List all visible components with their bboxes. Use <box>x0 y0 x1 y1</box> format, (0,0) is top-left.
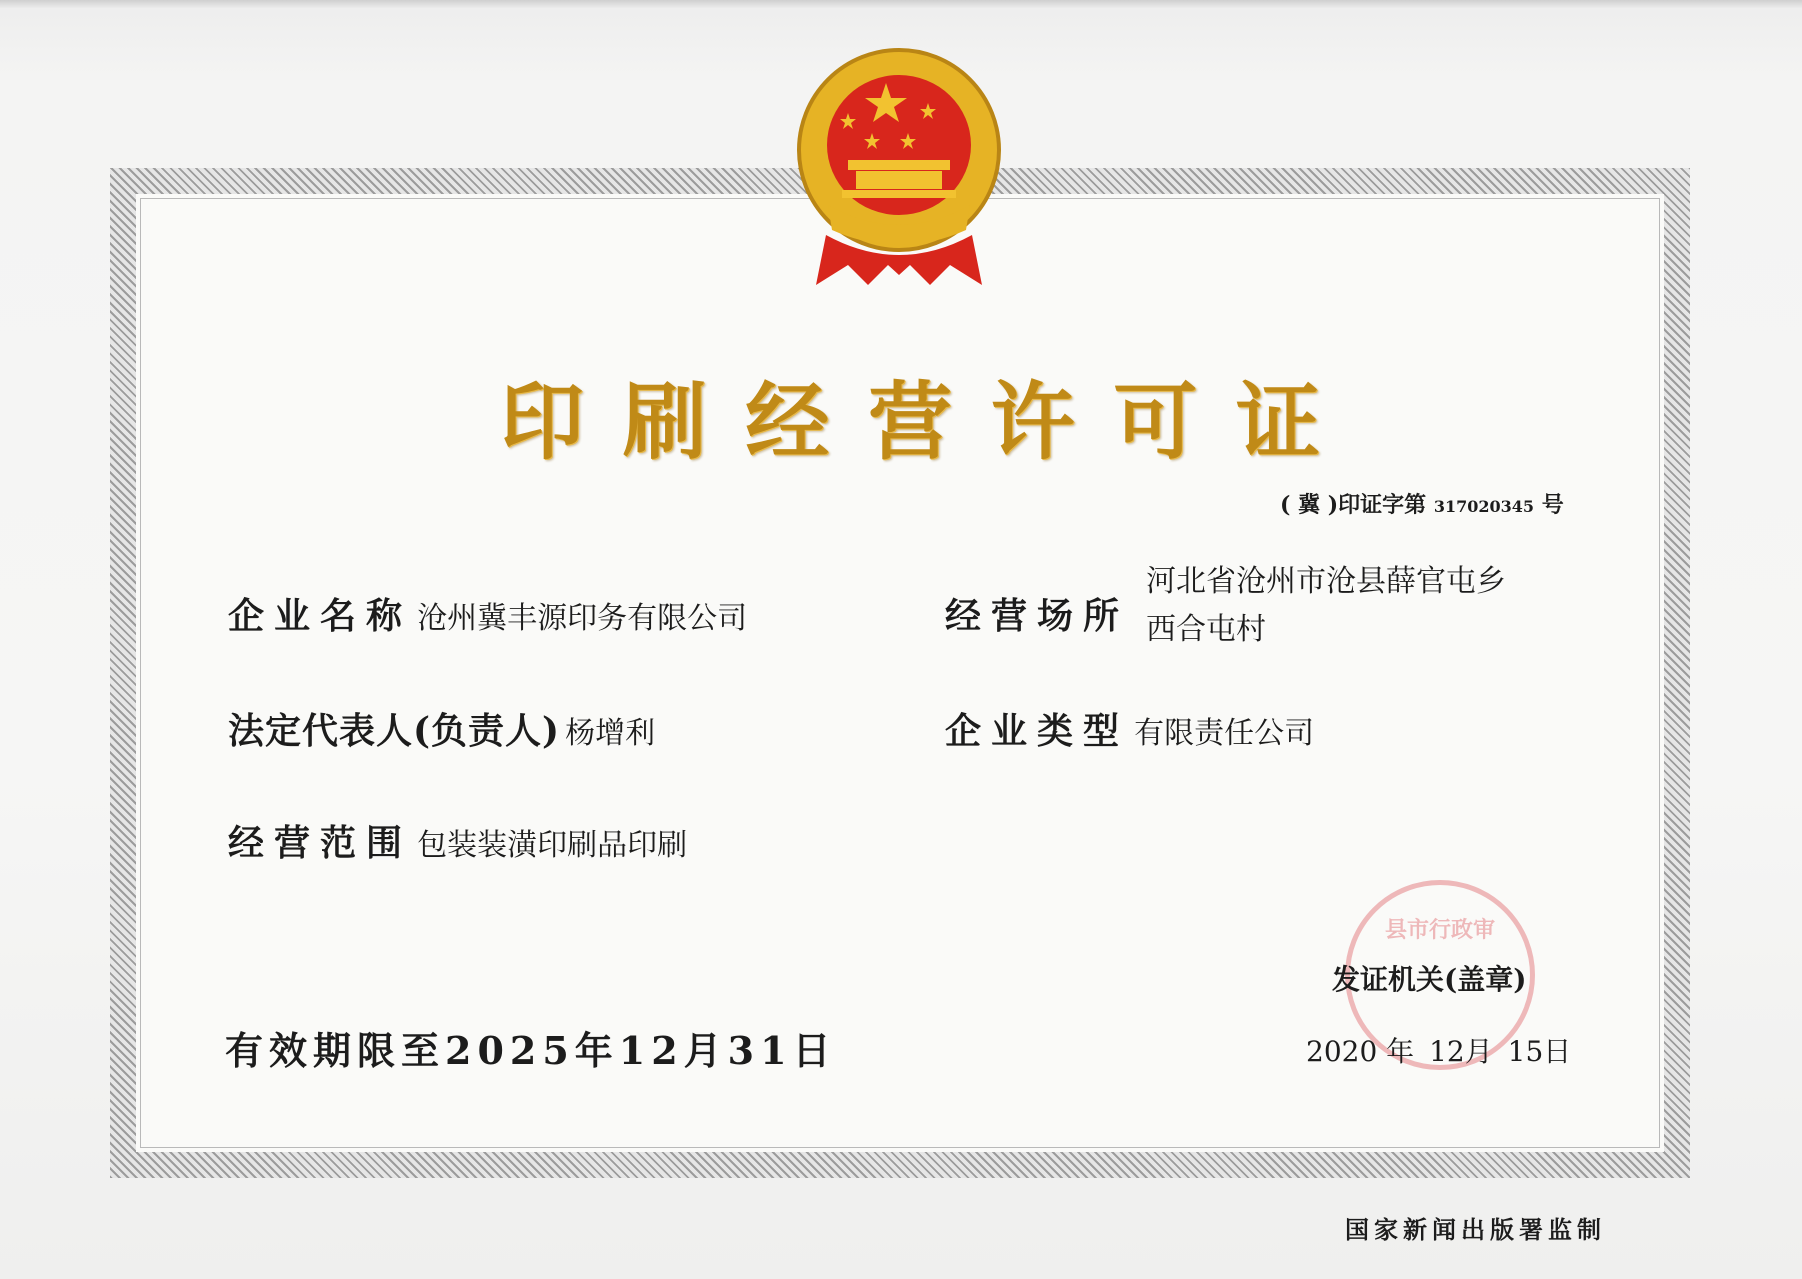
business-scope-label: 经营范围 <box>228 822 413 864</box>
national-emblem-icon <box>788 45 1010 285</box>
issuing-authority: 发证机关(盖章) <box>1332 963 1527 996</box>
issue-date-day: 15日 <box>1507 1035 1572 1068</box>
stamp-text: 县市行政审 <box>1384 917 1495 943</box>
business-address-value <box>1146 558 1506 654</box>
cert-number-value: 317020345 <box>1433 497 1535 516</box>
title-char: 营 <box>867 372 952 471</box>
company-name-label: 企业名称 <box>228 595 413 637</box>
business-address-label: 经营场所 <box>945 595 1130 637</box>
validity-period: 有效期限至2025年12月31日 <box>225 1028 837 1073</box>
company-name-value: 沧州冀丰源印务有限公司 <box>417 601 748 636</box>
title-char: 许 <box>990 372 1075 471</box>
issue-date-year: 2020 年 <box>1306 1035 1415 1068</box>
certificate-title <box>500 360 1320 470</box>
title-char: 可 <box>1113 372 1198 471</box>
company-name-field <box>228 588 747 639</box>
enterprise-type-field <box>945 703 1314 754</box>
business-scope-field <box>228 815 687 866</box>
business-address-line1: 河北省沧州市沧县薛官屯乡 <box>1146 564 1506 599</box>
cert-number-suffix: 号 <box>1541 492 1564 518</box>
business-scope-value: 包装装潢印刷品印刷 <box>417 828 688 863</box>
title-char: 印 <box>500 372 585 471</box>
issue-date <box>1306 1030 1577 1070</box>
issue-date-month: 12月 <box>1429 1035 1493 1068</box>
business-address-line2: 西合屯村 <box>1146 612 1266 647</box>
enterprise-type-value: 有限责任公司 <box>1134 716 1315 751</box>
legal-representative-label: 法定代表人(负责人) <box>228 710 561 752</box>
legal-representative-field <box>228 703 655 754</box>
footer-issuer-note: 国家新闻出版署监制 <box>1345 1215 1606 1244</box>
business-address-field <box>945 588 1129 639</box>
enterprise-type-label: 企业类型 <box>945 710 1130 752</box>
cert-number-prefix: ( 冀 )印证字第 <box>1280 492 1427 518</box>
title-char: 证 <box>1235 372 1320 471</box>
certificate-number <box>1280 488 1630 519</box>
title-char: 经 <box>745 372 830 471</box>
title-char: 刷 <box>622 372 707 471</box>
page-edge <box>0 0 1802 8</box>
legal-representative-value: 杨增利 <box>565 716 656 751</box>
